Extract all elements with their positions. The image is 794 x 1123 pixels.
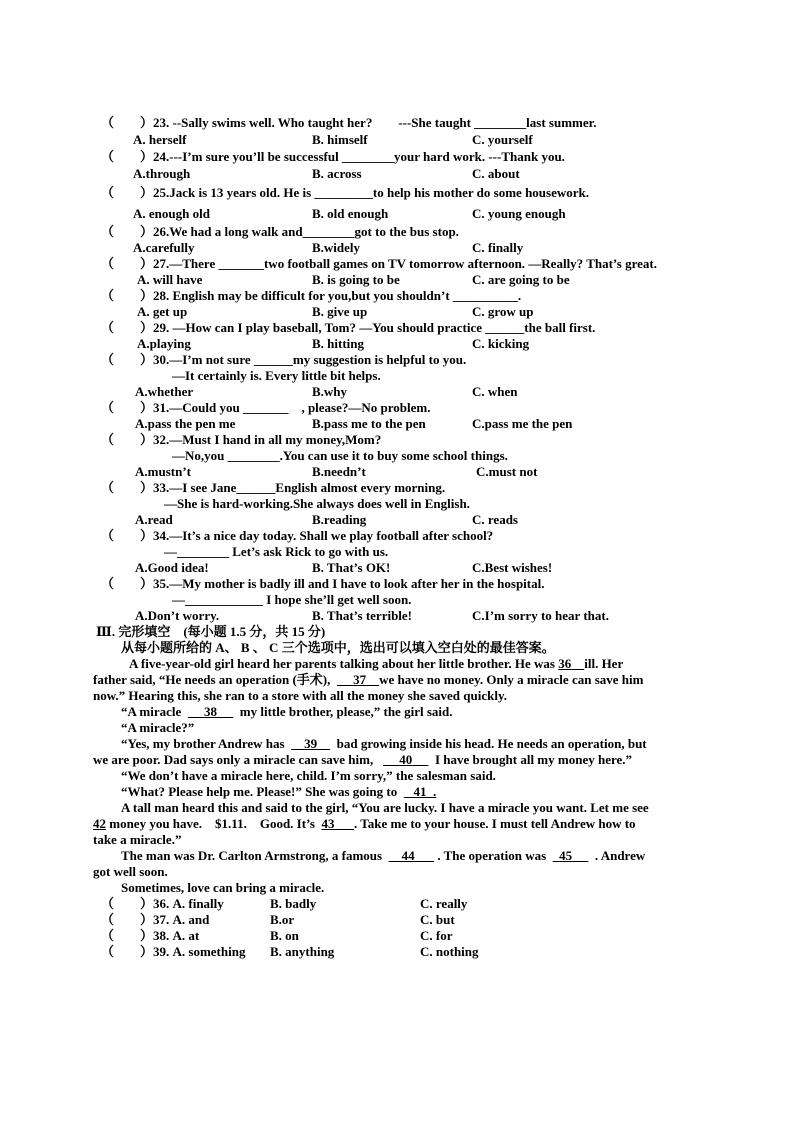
option-b: B. is going to be <box>312 272 400 287</box>
section-title: Ⅲ. 完形填空 (每小题 1.5 分，共 15 分) <box>96 624 326 639</box>
blank-45: 45 <box>559 848 573 863</box>
passage-line: “A miracle?” <box>121 720 195 735</box>
option-c: C.Best wishes! <box>472 560 553 575</box>
option-a: A.mustn’t <box>135 464 191 479</box>
option-b: B. old enough <box>312 206 389 221</box>
question-stem: （ ）23. --Sally swims well. Who taught her? ---She taught ________last summer. <box>101 115 597 130</box>
cloze-option-c: C. really <box>420 896 468 911</box>
option-a: A.through <box>133 166 191 181</box>
option-a: A.pass the pen me <box>135 416 236 431</box>
option-c: C. reads <box>472 512 518 527</box>
option-b: B. hitting <box>312 336 365 351</box>
question-reply: —No,you ________.You can use it to buy some school things. <box>172 448 508 463</box>
option-a: A.playing <box>137 336 191 351</box>
blank-39: 39 <box>304 736 318 751</box>
option-a: A.whether <box>135 384 194 399</box>
blank-41: 41 <box>413 784 427 799</box>
option-b: B. across <box>312 166 362 181</box>
passage-line: Sometimes, love can bring a miracle. <box>121 880 325 895</box>
question-stem: （ ）27.—There _______two football games on TV tomorrow afternoon. —Really? That’s great. <box>101 256 657 271</box>
option-c: C. finally <box>472 240 524 255</box>
option-c: C.must not <box>476 464 538 479</box>
option-c: C.I’m sorry to hear that. <box>472 608 609 623</box>
option-a: A. will have <box>137 272 203 287</box>
question-stem: （ ）34.—It’s a nice day today. Shall we play football after school? <box>101 528 494 543</box>
option-c: C. kicking <box>472 336 530 351</box>
question-stem: （ ）33.—I see Jane______English almost every morning. <box>101 480 446 495</box>
passage-line: father said, “He needs an operation (手术), 37 we have no money. Only a miracle can save him <box>93 672 644 687</box>
option-c: C. yourself <box>472 132 533 147</box>
question-reply: —It certainly is. Every little bit helps. <box>172 368 381 383</box>
cloze-option-b: B. on <box>270 928 299 943</box>
question-stem: （ ）30.—I’m not sure ______my suggestion is helpful to you. <box>101 352 467 367</box>
question-stem: （ ）24.---I’m sure you’ll be successful ________your hard work. ---Thank you. <box>101 149 565 164</box>
option-c: C.pass me the pen <box>472 416 573 431</box>
passage-line: “A miracle 38 my little brother, please,” the girl said. <box>121 704 453 719</box>
option-a: A.Don’t worry. <box>135 608 220 623</box>
question-stem: （ ）31.—Could you _______ , please?—No problem. <box>101 400 431 415</box>
option-b: B. give up <box>312 304 368 319</box>
option-b: B. That’s OK! <box>312 560 391 575</box>
blank-37: 37 <box>353 672 367 687</box>
section-instruction: 从每小题所给的 A、 B 、 C 三个选项中，选出可以填入空白处的最佳答案。 <box>121 640 555 655</box>
cloze-option-a: （ ）37. A. and <box>101 912 210 927</box>
option-a: A.Good idea! <box>135 560 209 575</box>
cloze-option-c: C. for <box>420 928 453 943</box>
blank-40: 40 <box>399 752 413 767</box>
option-a: A. herself <box>133 132 187 147</box>
option-a: A.read <box>135 512 173 527</box>
question-stem: （ ）35.—My mother is badly ill and I have to look after her in the hospital. <box>101 576 545 591</box>
option-b: B. That’s terrible! <box>312 608 413 623</box>
blank-38: 38 <box>204 704 218 719</box>
question-reply: —____________ I hope she’ll get well soon. <box>172 592 412 607</box>
option-a: A.carefully <box>133 240 195 255</box>
cloze-option-c: C. nothing <box>420 944 479 959</box>
passage-line: “We don’t have a miracle here, child. I’m sorry,” the salesman said. <box>121 768 496 783</box>
passage-line: 42 money you have. $1.11. Good. It’s 43 . Take me to your house. I must tell Andrew how to <box>93 816 636 831</box>
blank-42: 42 <box>93 816 106 831</box>
option-b: B.reading <box>312 512 367 527</box>
passage-line: The man was Dr. Carlton Armstrong, a famous 44 . The operation was 45 . Andrew <box>121 848 646 863</box>
cloze-option-c: C. but <box>420 912 455 927</box>
option-b: B.why <box>312 384 348 399</box>
option-b: B.pass me to the pen <box>312 416 426 431</box>
cloze-option-b: B. anything <box>270 944 335 959</box>
option-a: A. get up <box>137 304 188 319</box>
question-stem: （ ）26.We had a long walk and________got to the bus stop. <box>101 224 459 239</box>
option-b: B.widely <box>312 240 361 255</box>
cloze-option-b: B.or <box>270 912 295 927</box>
question-stem: （ ）25.Jack is 13 years old. He is _________to help his mother do some housework. <box>101 185 589 200</box>
cloze-option-a: （ ）38. A. at <box>101 928 200 943</box>
passage-line: “What? Please help me. Please!” She was going to 41 . <box>121 784 437 799</box>
blank-43: 43 <box>321 816 335 831</box>
option-b: B. himself <box>312 132 368 147</box>
option-c: C. about <box>472 166 520 181</box>
option-a: A. enough old <box>133 206 210 221</box>
option-c: C. young enough <box>472 206 566 221</box>
passage-line: A five-year-old girl heard her parents talking about her little brother. He was 36 ill. Her <box>129 656 624 671</box>
question-stem: （ ）32.—Must I hand in all my money,Mom? <box>101 432 382 447</box>
cloze-option-b: B. badly <box>270 896 317 911</box>
blank-44: 44 <box>401 848 415 863</box>
option-c: C. grow up <box>472 304 534 319</box>
passage-line: we are poor. Dad says only a miracle can save him, 40 I have brought all my money here.” <box>93 752 633 767</box>
passage-line: got well soon. <box>93 864 168 879</box>
cloze-option-a: （ ）36. A. finally <box>101 896 224 911</box>
question-reply: —________ Let’s ask Rick to go with us. <box>164 544 389 559</box>
passage-line: “Yes, my brother Andrew has 39 bad growing inside his head. He needs an operation, but <box>121 736 647 751</box>
question-stem: （ ）29. —How can I play baseball, Tom? —You should practice ______the ball first. <box>101 320 596 335</box>
question-stem: （ ）28. English may be difficult for you,but you shouldn’t __________. <box>101 288 522 303</box>
question-reply: —She is hard-working.She always does well in English. <box>164 496 470 511</box>
passage-line: A tall man heard this and said to the girl, “You are lucky. I have a miracle you want. Let me see <box>121 800 649 815</box>
passage-line: take a miracle.” <box>93 832 182 847</box>
passage-line: now.” Hearing this, she ran to a store with all the money she saved quickly. <box>93 688 507 703</box>
cloze-option-a: （ ）39. A. something <box>101 944 246 959</box>
option-b: B.needn’t <box>312 464 366 479</box>
blank-36: 36 <box>558 656 572 671</box>
option-c: C. are going to be <box>472 272 570 287</box>
option-c: C. when <box>472 384 518 399</box>
